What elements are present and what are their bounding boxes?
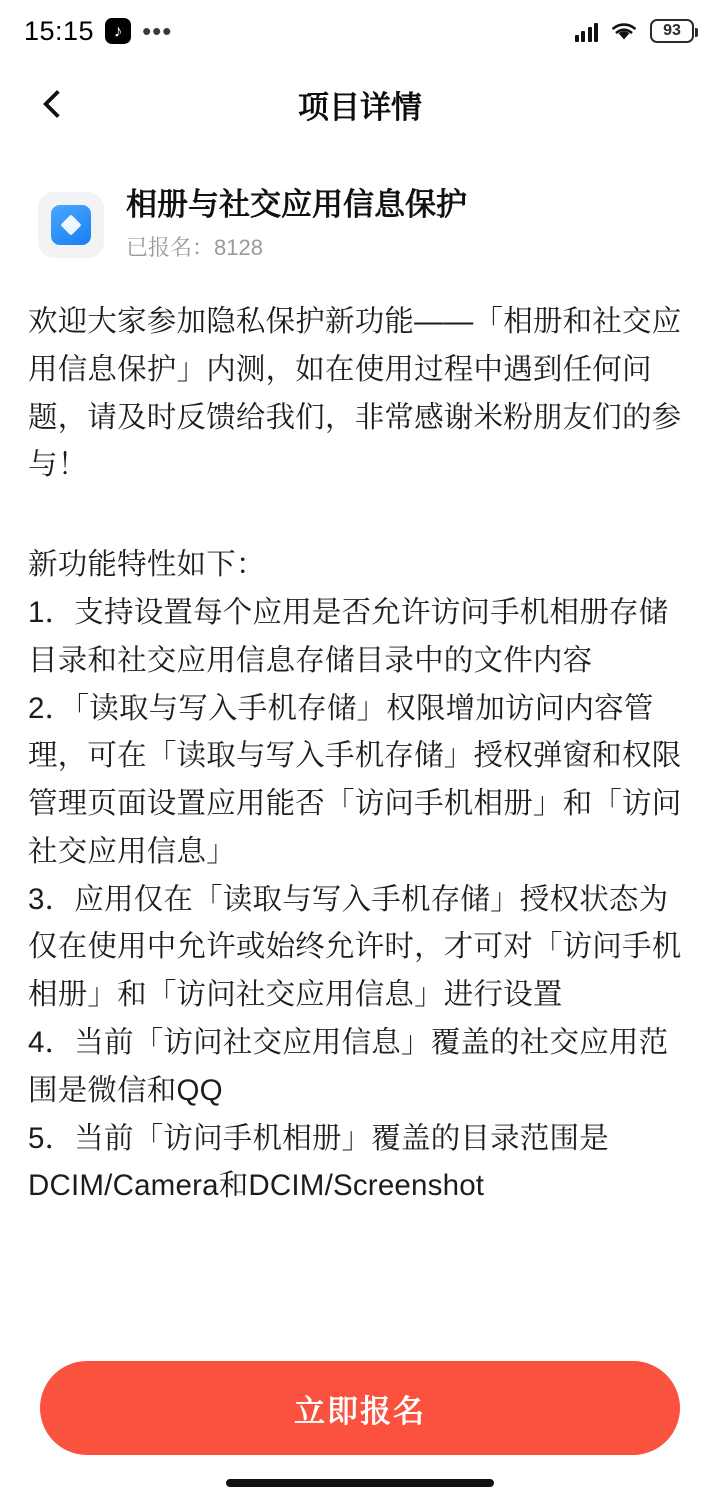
more-dots-icon: •••	[142, 16, 173, 46]
project-header	[28, 146, 692, 272]
feature-item: 3．应用仅在「读取与写入手机存储」授权状态为仅在使用中允许或始终允许时，才可对「访问手机相册」和「访问社交应用信息」进行设置	[28, 882, 682, 1012]
detail-content	[0, 146, 720, 1349]
paragraph-spacer	[28, 489, 692, 541]
cellular-signal-icon	[575, 20, 599, 42]
content-fade	[0, 1279, 720, 1349]
features-heading: 新功能特性如下：	[28, 548, 266, 582]
intro-paragraph: 欢迎大家参加隐私保护新功能——「相册和社交应用信息保护」内测，如在使用过程中遇到任何问题，请及时反馈给我们，非常感谢米粉朋友们的参与！	[28, 305, 682, 482]
navigation-bar	[0, 62, 720, 146]
footer-bar	[0, 1349, 720, 1499]
feature-item: 5．当前「访问手机相册」覆盖的目录范围是DCIM/Camera和DCIM/Screenshot	[28, 1121, 609, 1203]
home-indicator[interactable]	[226, 1479, 494, 1487]
battery-level: 93	[663, 22, 681, 39]
project-meta	[126, 188, 467, 262]
project-description	[28, 298, 692, 1210]
status-bar	[0, 0, 720, 62]
feature-item: 2．「读取与写入手机存储」权限增加访问内容管理，可在「读取与写入手机存储」授权弹窗和权限管理页面设置应用能否「访问手机相册」和「访问社交应用信息」	[28, 691, 682, 868]
status-bar-left	[24, 16, 172, 47]
battery-icon	[650, 19, 694, 43]
page-title: 项目详情	[298, 89, 422, 125]
status-bar-right	[575, 19, 695, 43]
back-button[interactable]	[30, 77, 84, 131]
wifi-icon	[610, 20, 638, 42]
enroll-now-button[interactable]: 立即报名	[40, 1361, 680, 1455]
tiktok-icon	[105, 18, 131, 44]
project-title: 相册与社交应用信息保护	[126, 187, 467, 222]
enrolled-count: 已报名：8128	[126, 235, 263, 261]
feature-item: 1．支持设置每个应用是否允许访问手机相册存储目录和社交应用信息存储目录中的文件内容	[28, 596, 669, 677]
status-time: 15:15	[24, 15, 95, 46]
shield-app-icon	[38, 192, 104, 258]
feature-item: 4．当前「访问社交应用信息」覆盖的社交应用范围是微信和QQ	[28, 1026, 669, 1107]
back-chevron-icon	[43, 90, 71, 118]
